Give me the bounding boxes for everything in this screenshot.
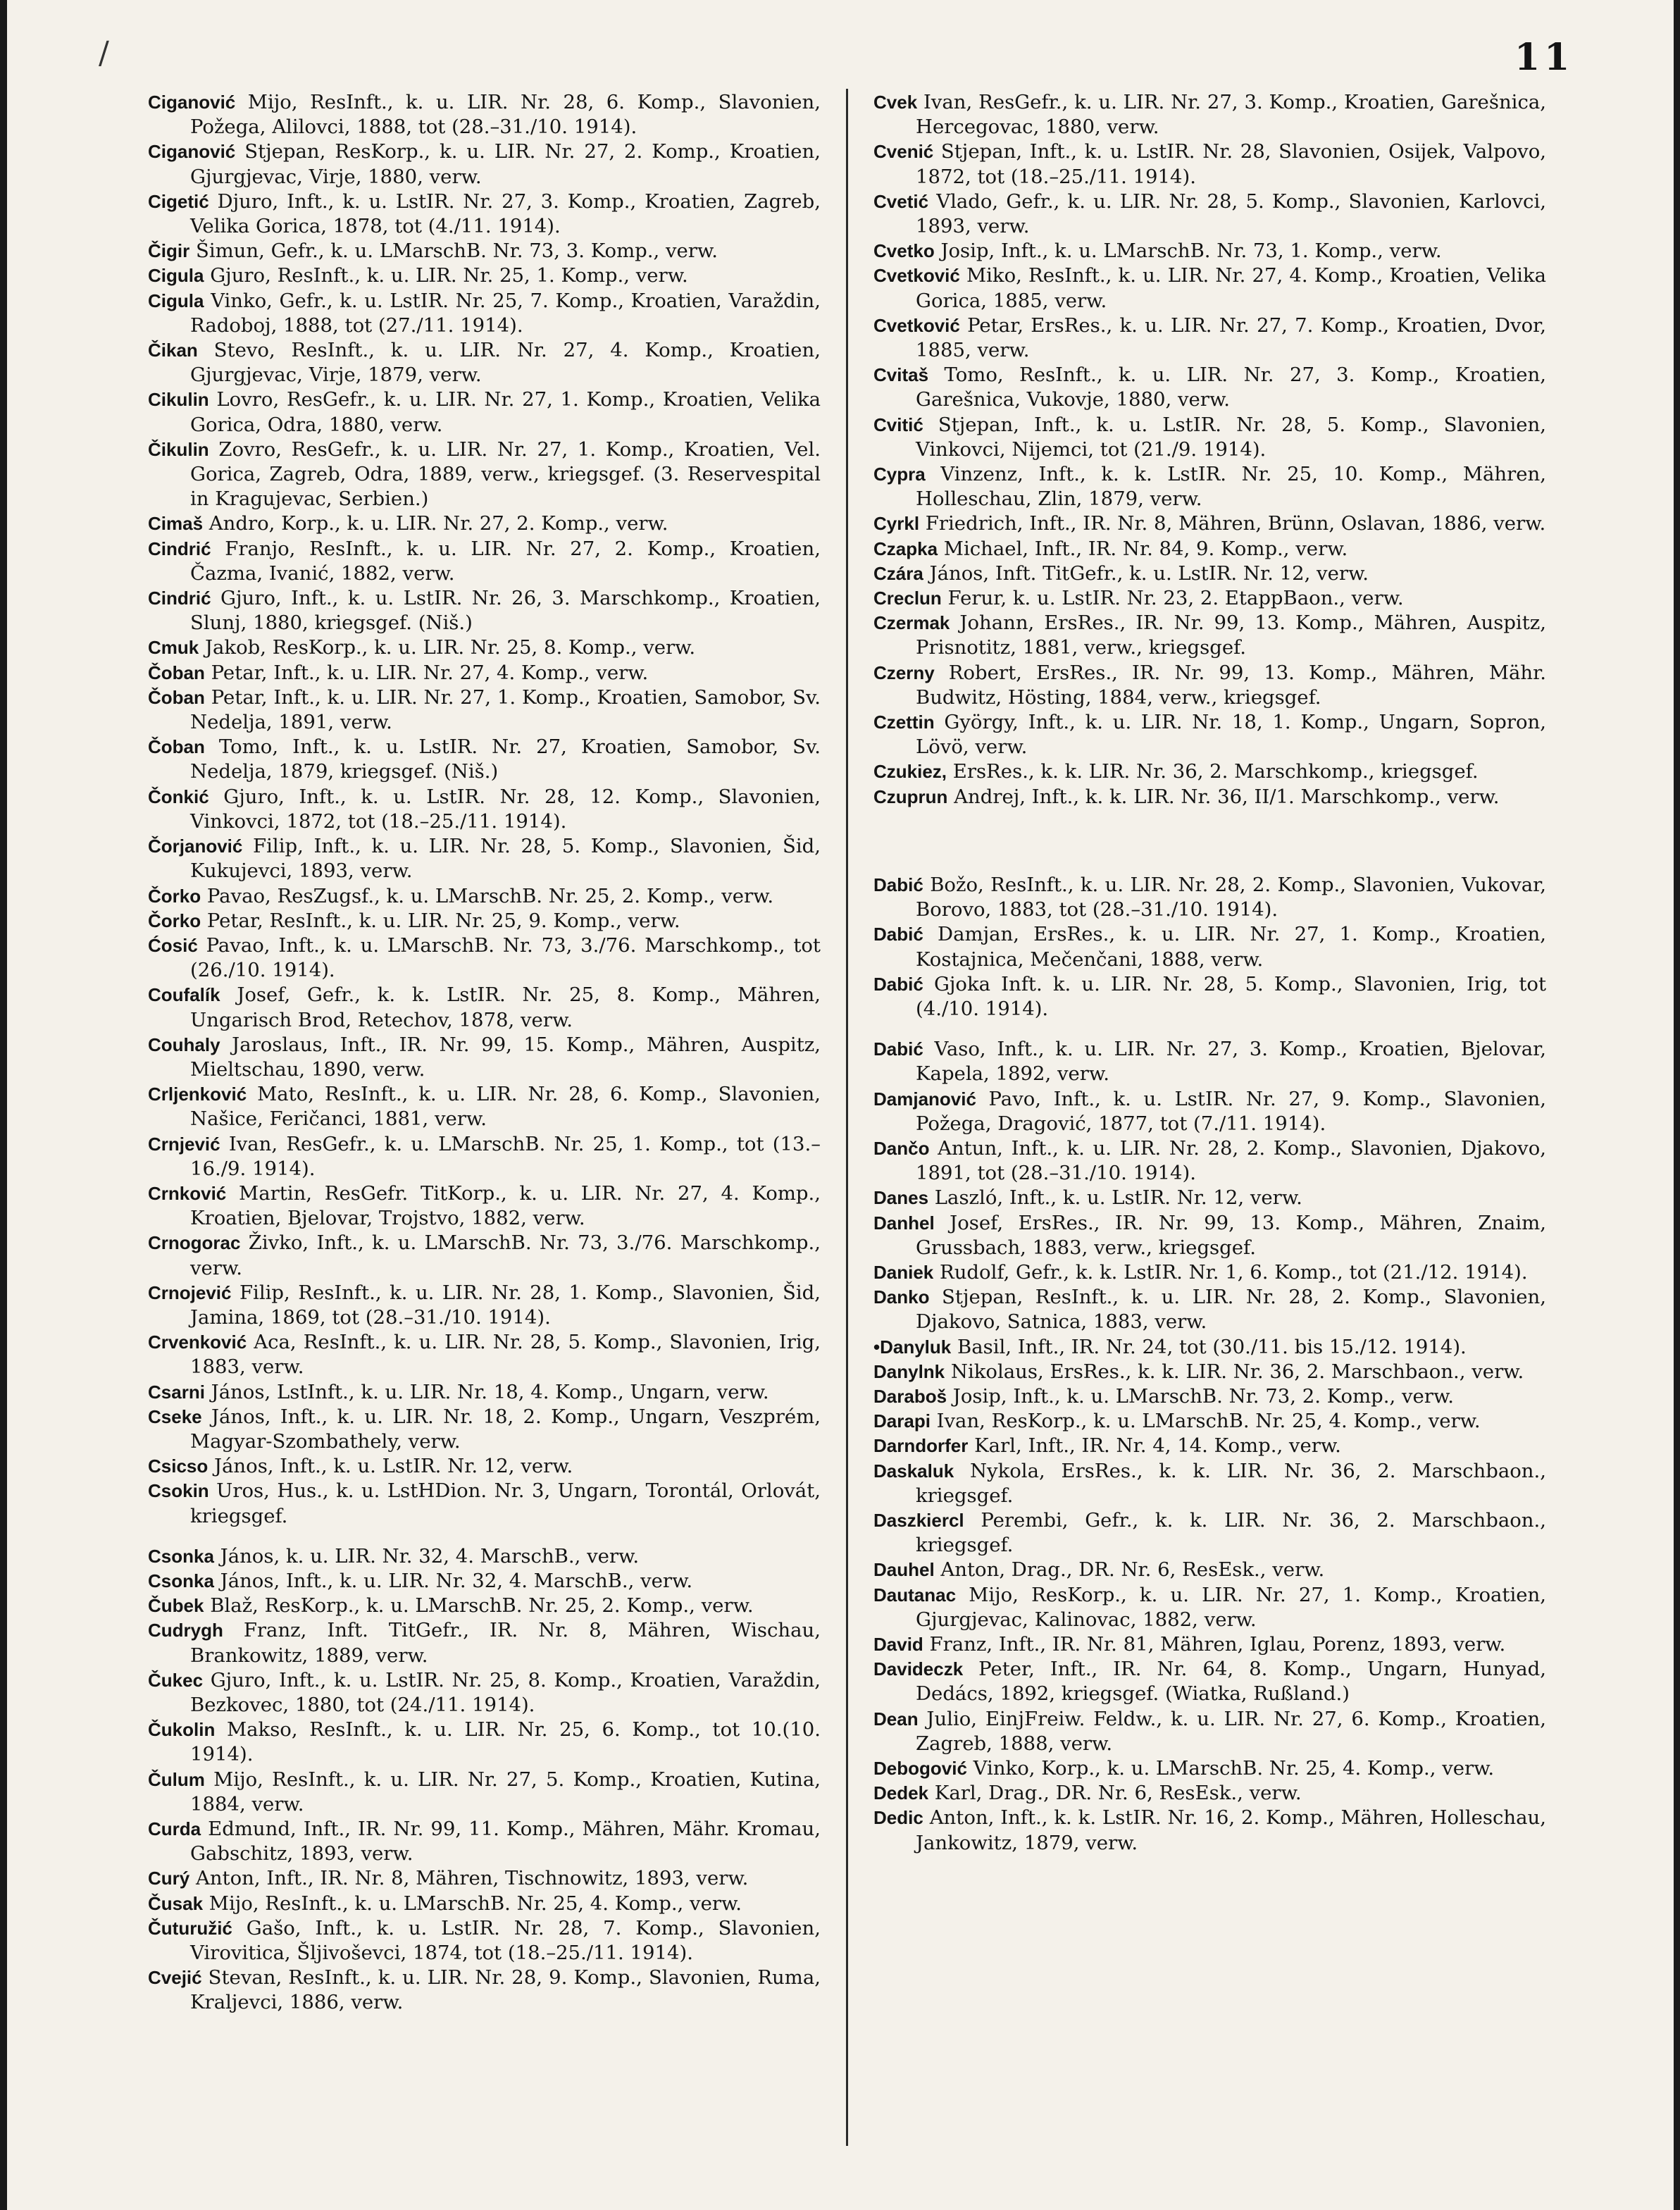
entry-surname: Dedek [873, 1782, 929, 1804]
register-entry [148, 1082, 821, 1131]
entry-details: Anton, Inft., k. k. LstIR. Nr. 16, 2. Komp., Mähren, Holleschau, Jankowitz, 1879, verw. [916, 1806, 1546, 1854]
register-entry [148, 338, 821, 387]
entry-surname: Csonka [148, 1570, 214, 1591]
register-entry [873, 873, 1546, 922]
entry-details: Damjan, ErsRes., k. u. LIR. Nr. 27, 1. Komp., Kroatien, Kostajnica, Mečenčani, 1888, verw. [916, 923, 1546, 971]
entry-surname: Cypra [873, 464, 926, 485]
entry-surname: Čikan [148, 340, 198, 361]
register-entry [148, 1132, 821, 1181]
entry-details: Basil, Inft., IR. Nr. 24, tot (30./11. bis 15./12. 1914). [951, 1335, 1467, 1358]
register-entry [148, 1479, 821, 1528]
entry-surname: Čukolin [148, 1719, 216, 1741]
entry-surname: Cvejić [148, 1967, 202, 1989]
register-entry [148, 933, 821, 983]
register-entry [873, 511, 1546, 536]
entry-details: Stjepan, ResKorp., k. u. LIR. Nr. 27, 2. Komp., Kroatien, Gjurgjevac, Virje, 1880, verw. [190, 140, 821, 188]
register-entry [148, 1768, 821, 1817]
entry-details: Petar, ErsRes., k. u. LIR. Nr. 27, 7. Komp., Kroatien, Dvor, 1885, verw. [916, 314, 1546, 362]
entry-surname: Czermak [873, 612, 950, 634]
entry-details: Stjepan, ResInft., k. u. LIR. Nr. 28, 2. Komp., Slavonien, Djakovo, Satnica, 1883, verw. [916, 1286, 1546, 1334]
entry-details: Josef, ErsRes., IR. Nr. 99, 13. Komp., Mähren, Znaim, Grussbach, 1883, verw., kriegsgef. [916, 1211, 1546, 1259]
entry-surname: Dančo [873, 1137, 930, 1159]
register-entry [873, 661, 1546, 710]
entry-details: Mijo, ResKorp., k. u. LIR. Nr. 27, 1. Komp., Kroatien, Gjurgjevac, Kalinovac, 1882, verw. [916, 1583, 1546, 1631]
entry-surname: Čorko [148, 910, 201, 931]
entry-details: Gjuro, Inft., k. u. LstIR. Nr. 26, 3. Marschkomp., Kroatien, Slunj, 1880, kriegsgef. (Niš.) [190, 587, 821, 635]
register-entry [873, 1409, 1546, 1434]
entry-details: Mijo, ResInft., k. u. LIR. Nr. 27, 5. Komp., Kroatien, Kutina, 1884, verw. [190, 1768, 821, 1815]
register-entry [148, 735, 821, 784]
register-entry [148, 1231, 821, 1280]
entry-surname: Cvenić [873, 141, 934, 163]
entry-surname: Coufalík [148, 984, 220, 1006]
entry-details: Josip, Inft., k. u. LMarschB. Nr. 73, 1. Komp., verw. [934, 240, 1442, 263]
register-entry [148, 1544, 821, 1569]
register-entry [148, 1594, 821, 1618]
register-entry [148, 437, 821, 512]
register-entry [873, 462, 1546, 511]
entry-details: János, Inft. TitGefr., k. u. LstIR. Nr. 12, verw. [923, 561, 1369, 585]
entry-surname: Crnogorac [148, 1232, 241, 1254]
register-entry [148, 1892, 821, 1916]
entry-surname: Dabić [873, 874, 923, 895]
register-entry [148, 834, 821, 883]
entry-details: Jakob, ResKorp., k. u. LIR. Nr. 25, 8. Komp., verw. [199, 636, 696, 659]
register-entry [148, 1454, 821, 1479]
entry-surname: •Danyluk [873, 1336, 952, 1358]
entry-surname: Danko [873, 1286, 930, 1308]
entry-details: Tomo, Inft., k. u. LstIR. Nr. 27, Kroatien, Samobor, Sv. Nedelja, 1879, kriegsgef. (Niš.) [190, 735, 821, 783]
register-entry [873, 1211, 1546, 1260]
entry-details: Vinko, Gefr., k. u. LstIR. Nr. 25, 7. Komp., Kroatien, Varaždin, Radoboj, 1888, tot (27./11. 1914). [190, 289, 821, 337]
entry-details: Gašo, Inft., k. u. LstIR. Nr. 28, 7. Komp., Slavonien, Virovitica, Šljivoševci, 1874, tot (18.–25./11. 1914). [190, 1916, 821, 1965]
register-entry [873, 1707, 1546, 1756]
entry-surname: Cvetković [873, 265, 960, 287]
entry-details: Michael, Inft., IR. Nr. 84, 9. Komp., verw. [938, 537, 1348, 560]
register-entry [148, 537, 821, 586]
entry-details: Zovro, ResGefr., k. u. LIR. Nr. 27, 1. Komp., Kroatien, Vel. Gorica, Zagreb, Odra, 1889, verw., kriegsgef. (3. Reservespital in Kragujevac, Serbien.) [190, 437, 821, 511]
register-entry [148, 661, 821, 685]
entry-details: Ivan, ResGefr., k. u. LMarschB. Nr. 25, 1. Komp., tot (13.–16./9. 1914). [190, 1132, 821, 1180]
register-entry [873, 363, 1546, 412]
entry-surname: Cyrkl [873, 513, 920, 535]
entry-details: Blaž, ResKorp., k. u. LMarschB. Nr. 25, 2. Komp., verw. [204, 1594, 754, 1618]
register-entry [148, 1668, 821, 1718]
register-entry [148, 685, 821, 735]
register-entry [873, 1756, 1546, 1781]
entry-surname: Čulum [148, 1768, 205, 1790]
entry-details: Nykola, ErsRes., k. k. LIR. Nr. 36, 2. Marschbaon., kriegsgef. [916, 1459, 1546, 1507]
register-entry [873, 1632, 1546, 1657]
entry-surname: Danhel [873, 1212, 935, 1234]
entry-details: Gjuro, Inft., k. u. LstIR. Nr. 28, 12. Komp., Slavonien, Vinkovci, 1872, tot (18.–25./11. 1914). [190, 785, 821, 833]
entry-surname: Daszkiercl [873, 1509, 964, 1531]
entry-details: Nikolaus, ErsRes., k. k. LIR. Nr. 36, 2. Marschbaon., verw. [945, 1360, 1524, 1383]
entry-details: Friedrich, Inft., IR. Nr. 8, Mähren, Brünn, Oslavan, 1886, verw. [919, 512, 1546, 535]
register-entry [873, 1360, 1546, 1384]
entry-surname: Creclun [873, 588, 942, 609]
entry-details: Mijo, ResInft., k. u. LIR. Nr. 28, 6. Komp., Slavonien, Požega, Alilovci, 1888, tot (28.–31./10. 1914). [190, 91, 821, 139]
entry-details: János, LstInft., k. u. LIR. Nr. 18, 4. Komp., Ungarn, verw. [204, 1380, 769, 1403]
entry-surname: Cimaš [148, 513, 204, 535]
entry-details: Julio, EinjFreiw. Feldw., k. u. LIR. Nr. 27, 6. Komp., Kroatien, Zagreb, 1888, verw. [916, 1707, 1546, 1755]
entry-surname: Cigula [148, 265, 204, 287]
entry-surname: Čorko [148, 885, 201, 907]
register-entry [148, 1569, 821, 1594]
entry-surname: David [873, 1633, 923, 1655]
register-entry [148, 263, 821, 288]
entry-surname: Darndorfer [873, 1435, 969, 1457]
entry-surname: Cvetković [873, 314, 960, 336]
spacer [873, 1022, 1546, 1037]
entry-surname: Daskaluk [873, 1460, 954, 1482]
entry-surname: Cvetko [873, 240, 935, 262]
entry-details: Robert, ErsRes., IR. Nr. 99, 13. Komp., Mähren, Mähr. Budwitz, Hösting, 1884, verw., kriegsgef. [916, 661, 1546, 709]
entry-details: Vinzenz, Inft., k. k. LstIR. Nr. 25, 10. Komp., Mähren, Holleschau, Zlin, 1879, verw. [916, 463, 1546, 511]
register-entry [148, 511, 821, 536]
entry-surname: Crnjević [148, 1133, 220, 1155]
register-entry [873, 1087, 1546, 1136]
entry-details: Stevan, ResInft., k. u. LIR. Nr. 28, 9. Komp., Slavonien, Ruma, Kraljevci, 1886, verw. [190, 1966, 821, 2014]
entry-surname: Cvetić [873, 190, 929, 212]
entry-surname: Czerny [873, 662, 935, 683]
register-entry [873, 1136, 1546, 1186]
entry-surname: Dabić [873, 1038, 923, 1060]
entry-surname: Cindrić [148, 588, 211, 609]
register-entry [873, 1384, 1546, 1409]
entry-details: Franz, Inft., IR. Nr. 81, Mähren, Iglau, Porenz, 1893, verw. [923, 1632, 1506, 1656]
entry-details: Gjuro, Inft., k. u. LstIR. Nr. 25, 8. Komp., Kroatien, Varaždin, Bezkovec, 1880, tot (24./11. 1914). [190, 1668, 821, 1716]
entry-details: Antun, Inft., k. u. LIR. Nr. 28, 2. Komp., Slavonien, Djakovo, 1891, tot (28.–31./10. 1914). [916, 1136, 1546, 1185]
entry-surname: Cvitić [873, 414, 923, 435]
entry-details: Živko, Inft., k. u. LMarschB. Nr. 73, 3./76. Marschkomp., verw. [190, 1231, 821, 1279]
register-entry [148, 1330, 821, 1379]
register-entry [873, 239, 1546, 263]
entry-surname: Cseke [148, 1405, 202, 1427]
entry-details: Stjepan, Inft., k. u. LstIR. Nr. 28, Slavonien, Osijek, Valpovo, 1872, tot (18.–25./11. 1914). [916, 140, 1546, 188]
register-entry [873, 611, 1546, 660]
register-entry [873, 586, 1546, 611]
register-entry [148, 90, 821, 139]
register-entry [148, 190, 821, 239]
register-entry [148, 1033, 821, 1082]
entry-surname: Cvek [873, 92, 918, 113]
entry-details: Edmund, Inft., IR. Nr. 99, 11. Komp., Mähren, Mähr. Kromau, Gabschitz, 1893, verw. [190, 1818, 821, 1866]
entry-details: Anton, Drag., DR. Nr. 6, ResEsk., verw. [934, 1558, 1325, 1582]
register-entry [148, 884, 821, 909]
entry-details: Vlado, Gefr., k. u. LIR. Nr. 28, 5. Komp., Slavonien, Karlovci, 1893, verw. [916, 190, 1546, 238]
entry-surname: Crvenković [148, 1331, 247, 1353]
entry-details: Aca, ResInft., k. u. LIR. Nr. 28, 5. Komp., Slavonien, Irig, 1883, verw. [190, 1331, 821, 1379]
register-entry [148, 909, 821, 933]
entry-details: Vaso, Inft., k. u. LIR. Nr. 27, 3. Komp., Kroatien, Bjelovar, Kapela, 1892, verw. [916, 1038, 1546, 1086]
entry-details: Peter, Inft., IR. Nr. 64, 8. Komp., Ungarn, Hunyad, Dedács, 1892, kriegsgef. (Wiatka, Rußland.) [916, 1658, 1546, 1706]
register-entry [873, 139, 1546, 189]
register-entry [873, 972, 1546, 1022]
register-entry [873, 1508, 1546, 1558]
register-entry [873, 1583, 1546, 1632]
entry-details: Andro, Korp., k. u. LIR. Nr. 27, 2. Komp., verw. [203, 512, 668, 535]
entry-surname: Čoban [148, 662, 205, 683]
entry-surname: Cindrić [148, 538, 211, 559]
register-entry [873, 1558, 1546, 1582]
register-entry [873, 1781, 1546, 1806]
entry-surname: Ciganović [148, 92, 236, 113]
page-number: 11 [1514, 36, 1574, 79]
entry-details: Pavao, ResZugsf., k. u. LMarschB. Nr. 25, 2. Komp., verw. [201, 884, 774, 907]
entry-surname: Čigir [148, 240, 190, 262]
entry-surname: Dabić [873, 973, 923, 995]
entry-details: Franjo, ResInft., k. u. LIR. Nr. 27, 2. Komp., Kroatien, Čazma, Ivanić, 1882, verw. [190, 537, 821, 585]
entry-surname: Csonka [148, 1545, 214, 1567]
entry-surname: Curda [148, 1818, 201, 1840]
entry-surname: Daniek [873, 1261, 934, 1283]
register-entry [873, 1186, 1546, 1210]
entry-details: János, Inft., k. u. LIR. Nr. 32, 4. MarschB., verw. [213, 1569, 693, 1592]
register-entry [148, 983, 821, 1032]
entry-details: Karl, Inft., IR. Nr. 4, 14. Komp., verw. [968, 1434, 1341, 1458]
entry-surname: Czapka [873, 538, 938, 559]
entry-details: Ivan, ResGefr., k. u. LIR. Nr. 27, 3. Komp., Kroatien, Garešnica, Hercegovac, 1880, verw. [916, 91, 1546, 139]
entry-surname: Czára [873, 562, 923, 584]
entry-details: Jaroslaus, Inft., IR. Nr. 99, 15. Komp., Mähren, Auspitz, Mieltschau, 1890, verw. [190, 1033, 821, 1081]
entry-surname: Čoban [148, 736, 205, 758]
register-entry [873, 1037, 1546, 1086]
register-entry [148, 1866, 821, 1891]
entry-surname: Darapi [873, 1410, 931, 1432]
entry-surname: Čonkić [148, 786, 209, 807]
register-entry [873, 1285, 1546, 1334]
entry-surname: Danes [873, 1187, 929, 1209]
entry-surname: Crnojević [148, 1281, 232, 1303]
entry-surname: Danylnk [873, 1360, 945, 1382]
entry-details: János, Inft., k. u. LIR. Nr. 18, 2. Komp., Ungarn, Veszprém, Magyar-Szombathely, verw. [190, 1405, 821, 1453]
entry-surname: Dautanac [873, 1584, 957, 1606]
register-entry [148, 1966, 821, 2015]
entry-details: Vinko, Korp., k. u. LMarschB. Nr. 25, 4. Komp., verw. [966, 1757, 1495, 1780]
register-entry [148, 1380, 821, 1405]
entry-surname: Čorjanović [148, 836, 243, 857]
entry-details: Makso, ResInft., k. u. LIR. Nr. 25, 6. Komp., tot 10.(10. 1914). [190, 1718, 821, 1766]
entry-surname: Debogović [873, 1758, 967, 1779]
column-divider [846, 89, 848, 2146]
right-column [873, 90, 1546, 1856]
entry-surname: Dedic [873, 1807, 923, 1829]
entry-details: Lovro, ResGefr., k. u. LIR. Nr. 27, 1. Komp., Kroatien, Velika Gorica, Odra, 1880, verw. [190, 388, 821, 436]
register-entry [148, 289, 821, 338]
register-entry [873, 785, 1546, 809]
register-entry [873, 413, 1546, 462]
entry-surname: Daraboš [873, 1385, 947, 1407]
entry-surname: Crljenković [148, 1084, 247, 1105]
entry-surname: Čusak [148, 1892, 204, 1914]
entry-details: Filip, Inft., k. u. LIR. Nr. 28, 5. Komp., Slavonien, Šid, Kukujevci, 1893, verw. [190, 835, 821, 883]
entry-details: Johann, ErsRes., IR. Nr. 99, 13. Komp., Mähren, Auspitz, Prisnotitz, 1881, verw., kriegsgef. [916, 612, 1546, 659]
entry-details: György, Inft., k. u. LIR. Nr. 18, 1. Komp., Ungarn, Sopron, Lövö, verw. [916, 711, 1546, 759]
entry-details: Anton, Inft., IR. Nr. 8, Mähren, Tischnowitz, 1893, verw. [189, 1867, 749, 1890]
entry-surname: Cudrygh [148, 1620, 223, 1641]
entry-surname: Csokin [148, 1480, 209, 1502]
entry-surname: Csarni [148, 1381, 205, 1403]
register-entry [148, 1181, 821, 1231]
register-entry [148, 1916, 821, 1966]
entry-surname: Ćosić [148, 934, 198, 956]
register-entry [873, 1459, 1546, 1508]
register-entry [873, 537, 1546, 561]
entry-surname: Dauhel [873, 1559, 935, 1581]
entry-details: Djuro, Inft., k. u. LstIR. Nr. 27, 3. Komp., Kroatien, Zagreb, Velika Gorica, 1878, tot (4./11. 1914). [190, 190, 821, 238]
register-entry [148, 1718, 821, 1767]
entry-surname: Čuturužić [148, 1917, 232, 1939]
entry-details: Pavao, Inft., k. u. LMarschB. Nr. 73, 3./76. Marschkomp., tot (26./10. 1914). [190, 933, 821, 982]
entry-details: Martin, ResGefr. TitKorp., k. u. LIR. Nr. 27, 4. Komp., Kroatien, Bjelovar, Trojstvo, 1882, verw. [190, 1181, 821, 1230]
register-entry [873, 561, 1546, 586]
margin-mark: / [99, 35, 109, 71]
entry-details: Karl, Drag., DR. Nr. 6, ResEsk., verw. [928, 1782, 1302, 1805]
entry-surname: Cmuk [148, 637, 199, 659]
entry-details: Božo, ResInft., k. u. LIR. Nr. 28, 2. Komp., Slavonien, Vukovar, Borovo, 1883, tot (28.–31./10. 1914). [916, 873, 1546, 921]
register-entry [873, 710, 1546, 759]
entry-details: Andrej, Inft., k. k. LIR. Nr. 36, II/1. Marschkomp., verw. [947, 785, 1500, 808]
entry-details: Šimun, Gefr., k. u. LMarschB. Nr. 73, 3. Komp., verw. [189, 240, 718, 263]
entry-details: Uros, Hus., k. u. LstHDion. Nr. 3, Ungarn, Torontál, Orlovát, kriegsgef. [190, 1479, 821, 1527]
entry-details: Filip, ResInft., k. u. LIR. Nr. 28, 1. Komp., Slavonien, Šid, Jamina, 1869, tot (28.–31./10. 1914). [190, 1281, 821, 1329]
entry-details: Rudolf, Gefr., k. k. LstIR. Nr. 1, 6. Komp., tot (21./12. 1914). [933, 1260, 1528, 1284]
register-entry [873, 190, 1546, 239]
entry-details: Franz, Inft. TitGefr., IR. Nr. 8, Mähren, Wischau, Brankowitz, 1889, verw. [190, 1619, 821, 1667]
entry-surname: Cigula [148, 290, 204, 311]
register-entry [873, 1335, 1546, 1360]
entry-details: Stjepan, Inft., k. u. LstIR. Nr. 28, 5. Komp., Slavonien, Vinkovci, Nijemci, tot (21./9. 1914). [916, 413, 1546, 461]
entry-details: Petar, ResInft., k. u. LIR. Nr. 25, 9. Komp., verw. [201, 909, 680, 932]
entry-details: Laszló, Inft., k. u. LstIR. Nr. 12, verw. [928, 1186, 1302, 1210]
entry-surname: Crnković [148, 1182, 227, 1204]
entry-surname: Dabić [873, 924, 923, 945]
entry-details: Perembi, Gefr., k. k. LIR. Nr. 36, 2. Marschbaon., kriegsgef. [916, 1508, 1546, 1557]
entry-details: János, Inft., k. u. LstIR. Nr. 12, verw. [208, 1455, 573, 1478]
register-entry [148, 1281, 821, 1330]
entry-details: Petar, Inft., k. u. LIR. Nr. 27, 4. Komp., verw. [204, 661, 649, 684]
entry-details: Mato, ResInft., k. u. LIR. Nr. 28, 6. Komp., Slavonien, Našice, Feričanci, 1881, verw. [190, 1083, 821, 1131]
entry-details: János, k. u. LIR. Nr. 32, 4. MarschB., verw. [213, 1544, 640, 1568]
entry-details: Gjuro, ResInft., k. u. LIR. Nr. 25, 1. Komp., verw. [204, 264, 688, 287]
register-entry [873, 922, 1546, 971]
entry-surname: Čikulin [148, 438, 209, 460]
entry-surname: Čubek [148, 1595, 204, 1617]
entry-surname: Czettin [873, 712, 935, 733]
register-entry [148, 1817, 821, 1866]
entry-surname: Čoban [148, 686, 205, 708]
register-entry [148, 785, 821, 834]
register-entry [148, 586, 821, 635]
register-entry [148, 1618, 821, 1668]
register-entry [148, 139, 821, 189]
entry-details: ErsRes., k. k. LIR. Nr. 36, 2. Marschkomp., kriegsgef. [947, 760, 1479, 783]
register-entry [148, 239, 821, 263]
entry-surname: Davideczk [873, 1658, 964, 1680]
register-entry [148, 387, 821, 437]
entry-details: Pavo, Inft., k. u. LstIR. Nr. 27, 9. Komp., Slavonien, Požega, Dragović, 1877, tot (7./11. 1914). [916, 1087, 1546, 1135]
entry-details: Ferur, k. u. LstIR. Nr. 23, 2. EtappBaon., verw. [941, 587, 1404, 610]
entry-surname: Cvitaš [873, 364, 929, 386]
entry-surname: Curý [148, 1868, 190, 1889]
section-spacer [873, 809, 1546, 873]
entry-surname: Csicso [148, 1455, 209, 1477]
entry-surname: Cikulin [148, 389, 209, 411]
register-entry [873, 1657, 1546, 1706]
entry-details: Josip, Inft., k. u. LMarschB. Nr. 73, 2. Komp., verw. [947, 1384, 1454, 1408]
entry-details: Mijo, ResInft., k. u. LMarschB. Nr. 25, 4. Komp., verw. [203, 1892, 742, 1915]
entry-details: Stevo, ResInft., k. u. LIR. Nr. 27, 4. Komp., Kroatien, Gjurgjevac, Virje, 1879, verw. [190, 339, 821, 387]
entry-surname: Dean [873, 1708, 919, 1730]
register-entry [873, 90, 1546, 139]
entry-surname: Couhaly [148, 1033, 220, 1055]
entry-details: Ivan, ResKorp., k. u. LMarschB. Nr. 25, 4. Komp., verw. [930, 1410, 1481, 1433]
entry-details: Gjoka Inft. k. u. LIR. Nr. 28, 5. Komp., Slavonien, Irig, tot (4./10. 1914). [916, 972, 1546, 1020]
register-entry [148, 635, 821, 660]
entry-details: Miko, ResInft., k. u. LIR. Nr. 27, 4. Komp., Kroatien, Velika Gorica, 1885, verw. [916, 264, 1546, 312]
entry-surname: Czukiez, [873, 761, 947, 783]
register-entry [873, 1434, 1546, 1458]
register-entry [873, 314, 1546, 363]
left-column [148, 90, 821, 2016]
register-entry [873, 759, 1546, 784]
spacer [148, 1529, 821, 1544]
entry-surname: Czuprun [873, 786, 948, 807]
entry-details: Josef, Gefr., k. k. LstIR. Nr. 25, 8. Komp., Mähren, Ungarisch Brod, Retechov, 1878, verw. [190, 983, 821, 1031]
register-entry [873, 1260, 1546, 1285]
register-entry [873, 1806, 1546, 1855]
entry-surname: Ciganović [148, 141, 236, 163]
entry-surname: Čukec [148, 1669, 204, 1691]
entry-surname: Damjanović [873, 1088, 976, 1110]
register-entry [873, 263, 1546, 313]
entry-surname: Cigetić [148, 190, 209, 212]
register-entry [148, 1405, 821, 1454]
entry-details: Petar, Inft., k. u. LIR. Nr. 27, 1. Komp., Kroatien, Samobor, Sv. Nedelja, 1891, verw. [190, 685, 821, 734]
entry-details: Tomo, ResInft., k. u. LIR. Nr. 27, 3. Komp., Kroatien, Garešnica, Vukovje, 1880, verw. [916, 364, 1546, 411]
